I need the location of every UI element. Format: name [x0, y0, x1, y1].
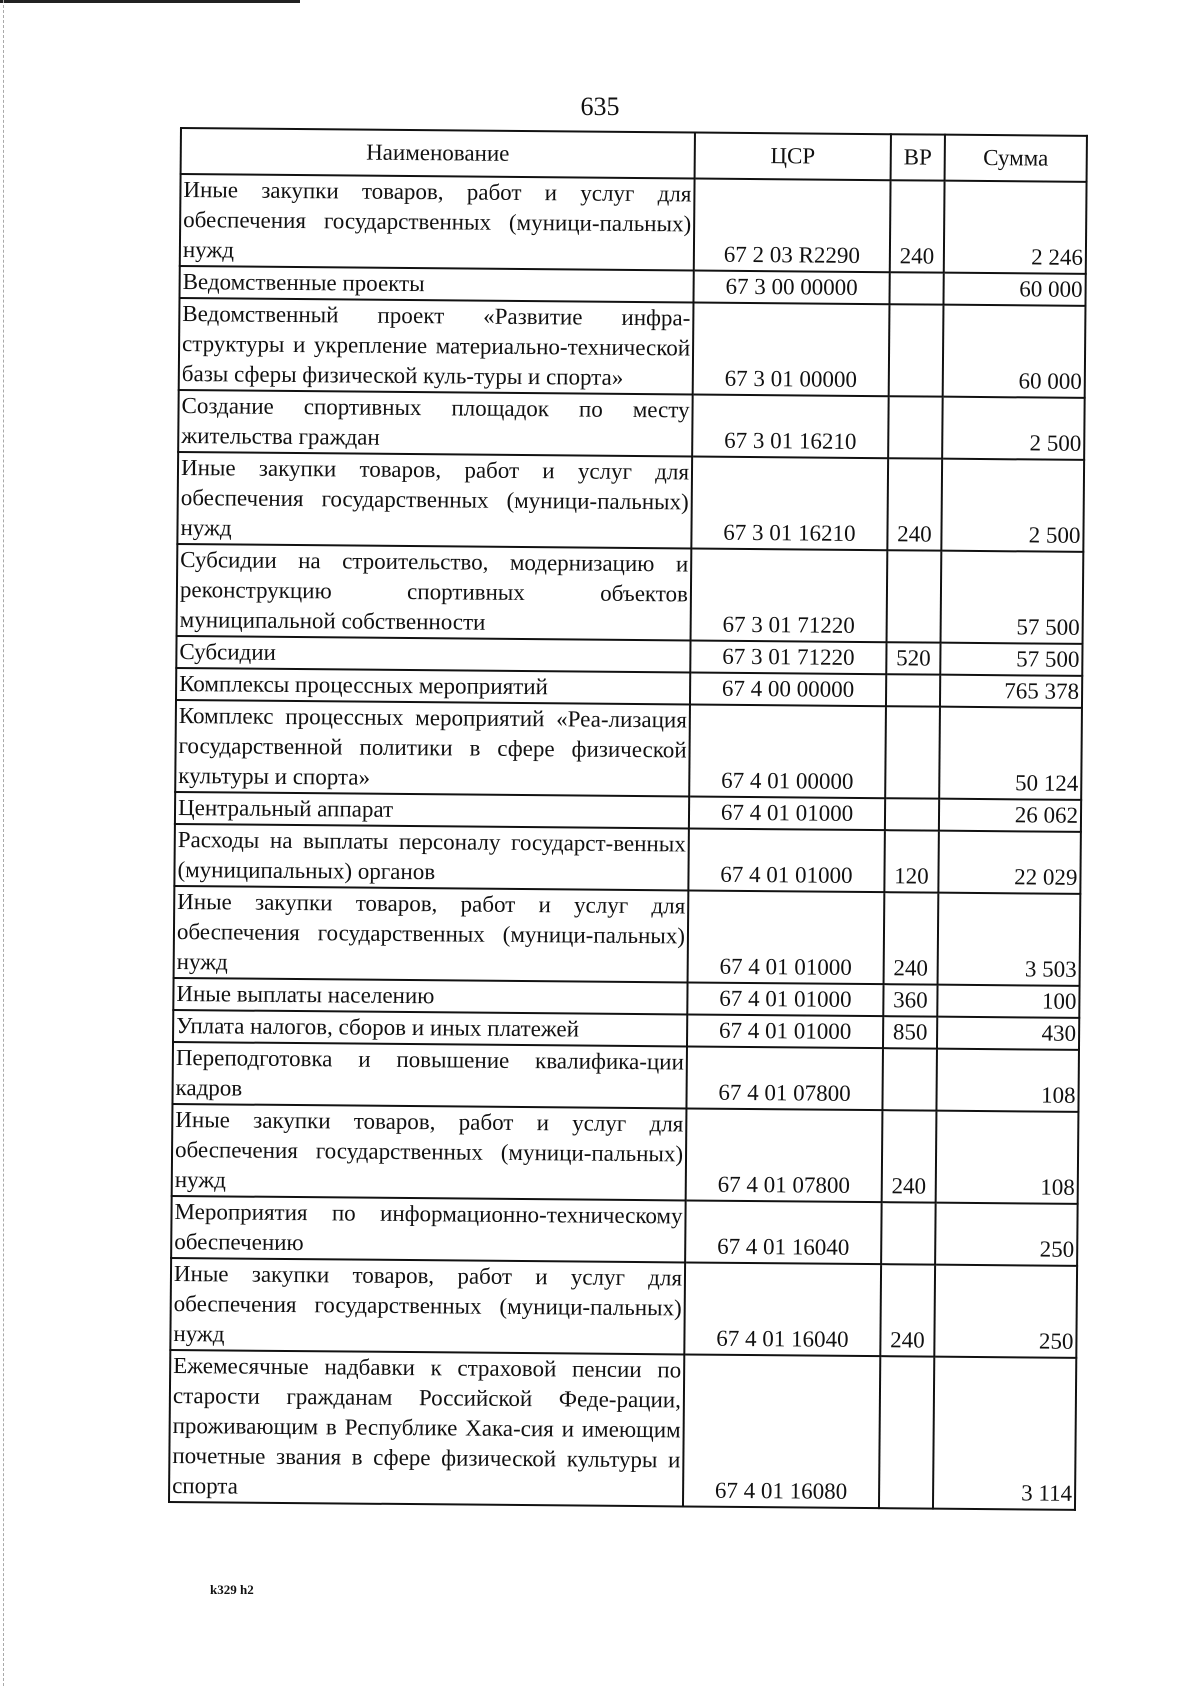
- row-csr: 67 4 01 01000: [687, 982, 883, 1016]
- row-name: Комплексы процессных мероприятий: [176, 668, 690, 704]
- scan-edge-top: [0, 0, 300, 3]
- row-vr: 360: [883, 984, 937, 1016]
- footer-code: k329 h2: [210, 1582, 254, 1597]
- row-sum: 57 500: [941, 551, 1084, 644]
- row-vr: 240: [884, 892, 939, 984]
- header-csr: ЦСР: [695, 132, 891, 180]
- row-vr: 240: [890, 180, 945, 272]
- row-vr: 240: [887, 458, 942, 550]
- row-csr: 67 4 01 00000: [689, 704, 886, 798]
- row-sum: 57 500: [940, 643, 1082, 676]
- row-name: Создание спортивных площадок по месту жительства граждан: [178, 390, 693, 456]
- row-name: Ежемесячные надбавки к страховой пенсии по старости гражданам Российской Феде-рации, проживающим в Республике Хака-сия и имеющим почетные звания в сфере физической культуры и спорта: [169, 1350, 684, 1506]
- row-sum: 100: [937, 985, 1079, 1018]
- row-sum: 3 114: [933, 1357, 1076, 1510]
- row-csr: 67 3 01 71220: [691, 548, 888, 642]
- row-csr: 67 4 01 01000: [687, 1014, 883, 1048]
- row-name: Субсидии: [176, 636, 690, 672]
- row-csr: 67 3 01 71220: [690, 640, 886, 674]
- row-name: Комплекс процессных мероприятий «Реа-лизация государственной политики в сфере физической культуры и спорта»: [175, 700, 690, 796]
- row-sum: 108: [936, 1049, 1079, 1112]
- row-sum: 2 246: [944, 181, 1087, 274]
- row-csr: 67 4 00 00000: [690, 672, 886, 706]
- row-name: Переподготовка и повышение квалифика-ции кадров: [172, 1042, 687, 1108]
- header-vr: ВР: [891, 134, 945, 180]
- row-vr: [886, 674, 940, 706]
- row-vr: [888, 396, 943, 458]
- row-name: Иные закупки товаров, работ и услуг для обеспечения государственных (муници-пальных) нужд: [170, 1258, 685, 1354]
- row-csr: 67 3 01 16210: [692, 394, 889, 458]
- row-csr: 67 4 01 01000: [689, 796, 885, 830]
- row-csr: 67 4 01 01000: [688, 890, 885, 984]
- table-row: [172, 1042, 1079, 1112]
- row-name: Иные закупки товаров, работ и услуг для обеспечения государственных (муници-пальных) нужд: [174, 886, 689, 982]
- scan-edge-left: [3, 0, 5, 1686]
- row-sum: 50 124: [939, 707, 1082, 800]
- row-name: Иные закупки товаров, работ и услуг для обеспечения государственных (муници-пальных) нужд: [172, 1104, 687, 1200]
- row-sum: 765 378: [940, 675, 1082, 708]
- table-row: [175, 700, 1082, 800]
- row-vr: [881, 1202, 936, 1264]
- row-csr: 67 4 01 07800: [686, 1046, 883, 1110]
- row-csr: 67 4 01 16040: [684, 1262, 881, 1356]
- row-vr: [889, 304, 944, 396]
- row-vr: 120: [884, 830, 939, 892]
- row-sum: 22 029: [938, 831, 1081, 894]
- table-row: [180, 174, 1087, 274]
- row-sum: 2 500: [942, 397, 1085, 460]
- budget-table-container: [168, 127, 1088, 1511]
- row-name: Субсидии на строительство, модернизацию и реконструкцию спортивных объектов муниципальной собственности: [177, 544, 692, 640]
- row-csr: 67 4 01 07800: [686, 1108, 883, 1202]
- row-name: Иные выплаты населению: [173, 978, 687, 1014]
- row-vr: [887, 550, 942, 642]
- table-row: [170, 1258, 1077, 1358]
- row-csr: 67 3 01 16210: [691, 456, 888, 550]
- row-vr: [879, 1356, 934, 1508]
- page-number: 635: [580, 92, 620, 121]
- row-sum: 60 000: [943, 273, 1085, 306]
- table-row: [179, 298, 1086, 398]
- row-sum: 60 000: [943, 305, 1086, 398]
- table-row: [172, 1104, 1079, 1204]
- table-row: [174, 886, 1081, 986]
- row-sum: 250: [935, 1203, 1078, 1266]
- row-vr: 520: [886, 642, 940, 674]
- row-csr: 67 4 01 01000: [688, 828, 885, 892]
- table-row: [171, 1196, 1078, 1266]
- row-sum: 2 500: [941, 459, 1084, 552]
- row-csr: 67 2 03 R2290: [694, 178, 891, 272]
- row-vr: 240: [882, 1110, 937, 1202]
- row-vr: [889, 272, 943, 304]
- budget-table: [168, 127, 1088, 1511]
- row-sum: 3 503: [938, 893, 1081, 986]
- row-vr: 850: [883, 1016, 937, 1048]
- row-sum: 26 062: [939, 799, 1081, 832]
- table-row: [178, 390, 1085, 460]
- table-row: [169, 1350, 1076, 1510]
- row-vr: 240: [880, 1264, 935, 1356]
- header-row: [181, 128, 1087, 182]
- row-csr: 67 4 01 16040: [685, 1200, 882, 1264]
- row-name: Центральный аппарат: [175, 792, 689, 828]
- row-name: Расходы на выплаты персоналу государст-венных (муниципальных) органов: [174, 824, 689, 890]
- row-name: Ведомственный проект «Развитие инфра-структуры и укрепление материально-технической базы сферы физической куль-туры и спорта»: [179, 298, 694, 394]
- table-row: [177, 544, 1084, 644]
- header-name: Наименование: [181, 128, 695, 178]
- row-vr: [885, 798, 939, 830]
- row-name: Ведомственные проекты: [180, 266, 694, 302]
- row-sum: 250: [934, 1265, 1077, 1358]
- table-row: [177, 452, 1084, 552]
- table-row: [174, 824, 1081, 894]
- row-csr: 67 3 01 00000: [693, 302, 890, 396]
- row-csr: 67 4 01 16080: [683, 1354, 880, 1508]
- row-csr: 67 3 00 00000: [693, 270, 889, 304]
- row-sum: 108: [936, 1111, 1079, 1204]
- row-sum: 430: [937, 1017, 1079, 1050]
- row-name: Иные закупки товаров, работ и услуг для обеспечения государственных (муници-пальных) нужд: [180, 174, 695, 270]
- row-vr: [882, 1048, 937, 1110]
- row-name: Уплата налогов, сборов и иных платежей: [173, 1010, 687, 1046]
- row-name: Иные закупки товаров, работ и услуг для обеспечения государственных (муници-пальных) нужд: [177, 452, 692, 548]
- header-sum: Сумма: [945, 135, 1087, 182]
- row-vr: [885, 706, 940, 798]
- row-name: Мероприятия по информационно-техническому обеспечению: [171, 1196, 686, 1262]
